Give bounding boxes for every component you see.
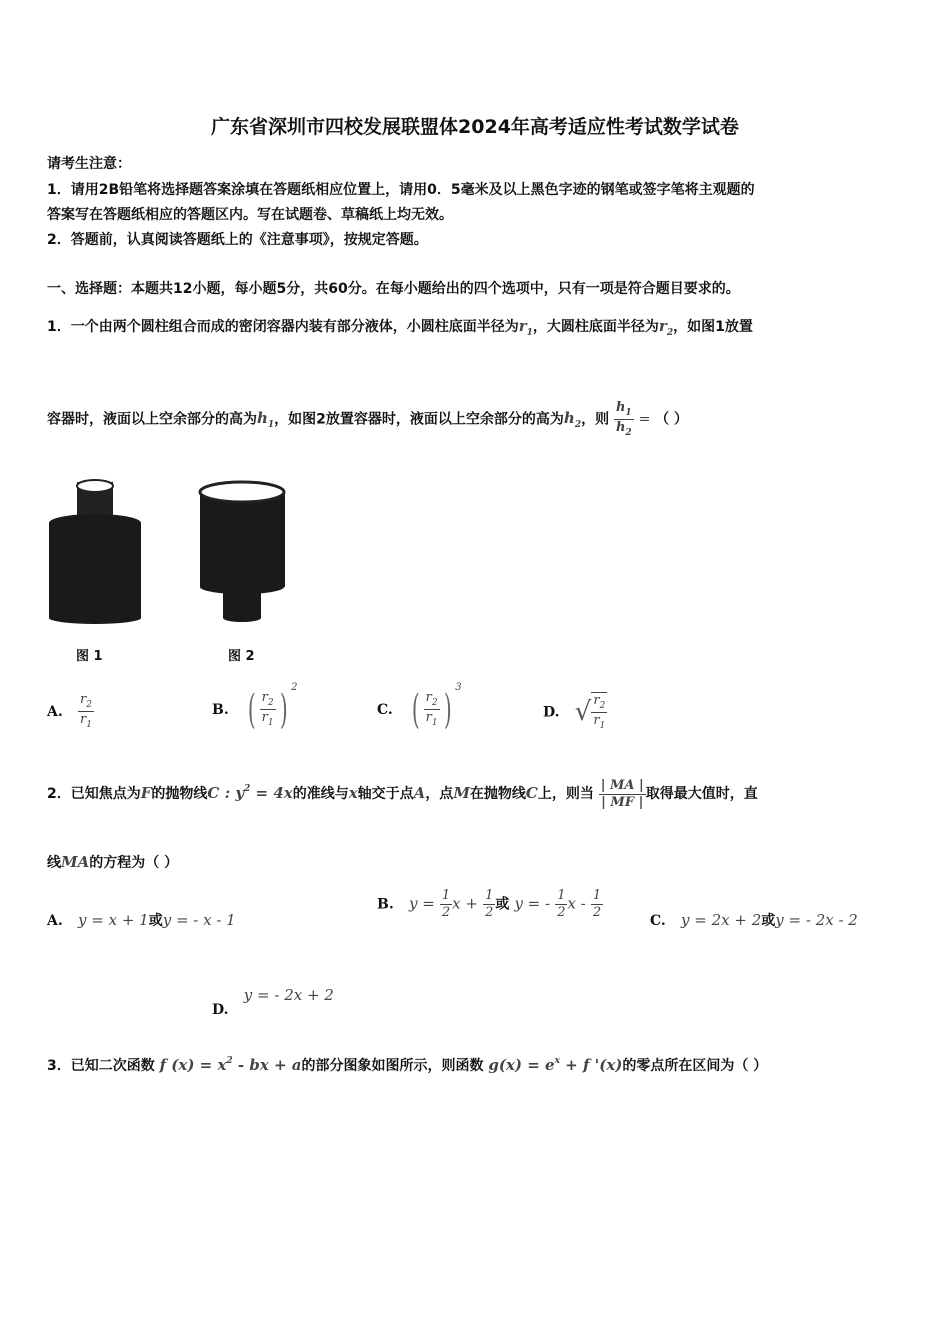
notice-item-1-line-1: 1．请用2B铅笔将选择题答案涂填在答题纸相应位置上，请用0．5毫米及以上黑色字迹的钢笔或签字笔将主观题的 (47, 182, 755, 198)
question-2-line-1: 2．已知焦点为F的抛物线C : $y^2 = 4x$的准线与x轴交于点A，点M在抛物线C上，则当 $\frac{| MA |}{| MF |}$ 取得最大值时，直 (47, 778, 758, 810)
option-1a: A. $\frac{r_2}{r_1}$ (47, 692, 92, 730)
r1-symbol: $r_1$ (518, 317, 533, 338)
notice-heading: 请考生注意： (47, 156, 131, 172)
question-1-line-1: 1．一个由两个圆柱组合而成的密闭容器内装有部分液体，小圆柱底面半径为$r_1$，大圆柱底面半径为$r_2$，如图1放置 (47, 317, 753, 338)
option-2b: B. y = $\frac{1}{2}$ x + $\frac{1}{2}$ 或 y = - $\frac{1}{2}$ x - $\frac{1}{2}$ (377, 888, 602, 920)
r2-symbol: $r_2$ (658, 317, 674, 338)
option-1b: B. ( $\frac{r_2}{r_1}$ ) $^2$ (212, 682, 298, 733)
option-2d: D. y = - 2x + 2 (212, 986, 334, 1018)
h1-over-h2: $\frac{h_1}{h_2}$ (615, 400, 632, 438)
notice-item-1-line-2: 答案写在答题纸相应的答题区内。写在试题卷、草稿纸上均无效。 (47, 207, 453, 223)
option-1c: C. ( $\frac{r_2}{r_1}$ ) $^3$ (377, 682, 462, 733)
option-2c: C. y = 2x + 2或y = - 2x - 2 (650, 911, 858, 929)
notice-item-2: 2．答题前，认真阅读答题纸上的《注意事项》，按规定答题。 (47, 232, 428, 248)
question-2-line-2: 线MA的方程为（ ） (47, 853, 179, 871)
page-title: 广东省深圳市四校发展联盟体2024年高考适应性考试数学试卷 (211, 116, 739, 138)
figure-1-container (45, 478, 145, 628)
figure-2-caption: 图 2 (228, 649, 255, 664)
figure-1-caption: 图 1 (76, 649, 103, 664)
option-2a: A. y = x + 1或y = - x - 1 (47, 911, 236, 929)
question-3: 3．已知二次函数 f $(x) = x^2$ - bx + a的部分图象如图所示，则函数 $g(x) = e^x + f$ '(x)的零点所在区间为（ ） (47, 1056, 768, 1074)
ma-over-mf: $\frac{| MA |}{| MF |}$ (600, 778, 644, 810)
figure-2-container (195, 478, 290, 628)
section-heading: 一、选择题：本题共12小题，每小题5分，共60分。在每小题给出的四个选项中，只有一项是符合题目要求的。 (47, 281, 740, 297)
question-1-line-2: 容器时，液面以上空余部分的高为$h_1$，如图2放置容器时，液面以上空余部分的高为$h_2$，则 $\frac{h_1}{h_2}$ = （ ） (47, 400, 689, 438)
option-1d: D. √ $\frac{r_2}{r_1}$ (543, 693, 606, 731)
